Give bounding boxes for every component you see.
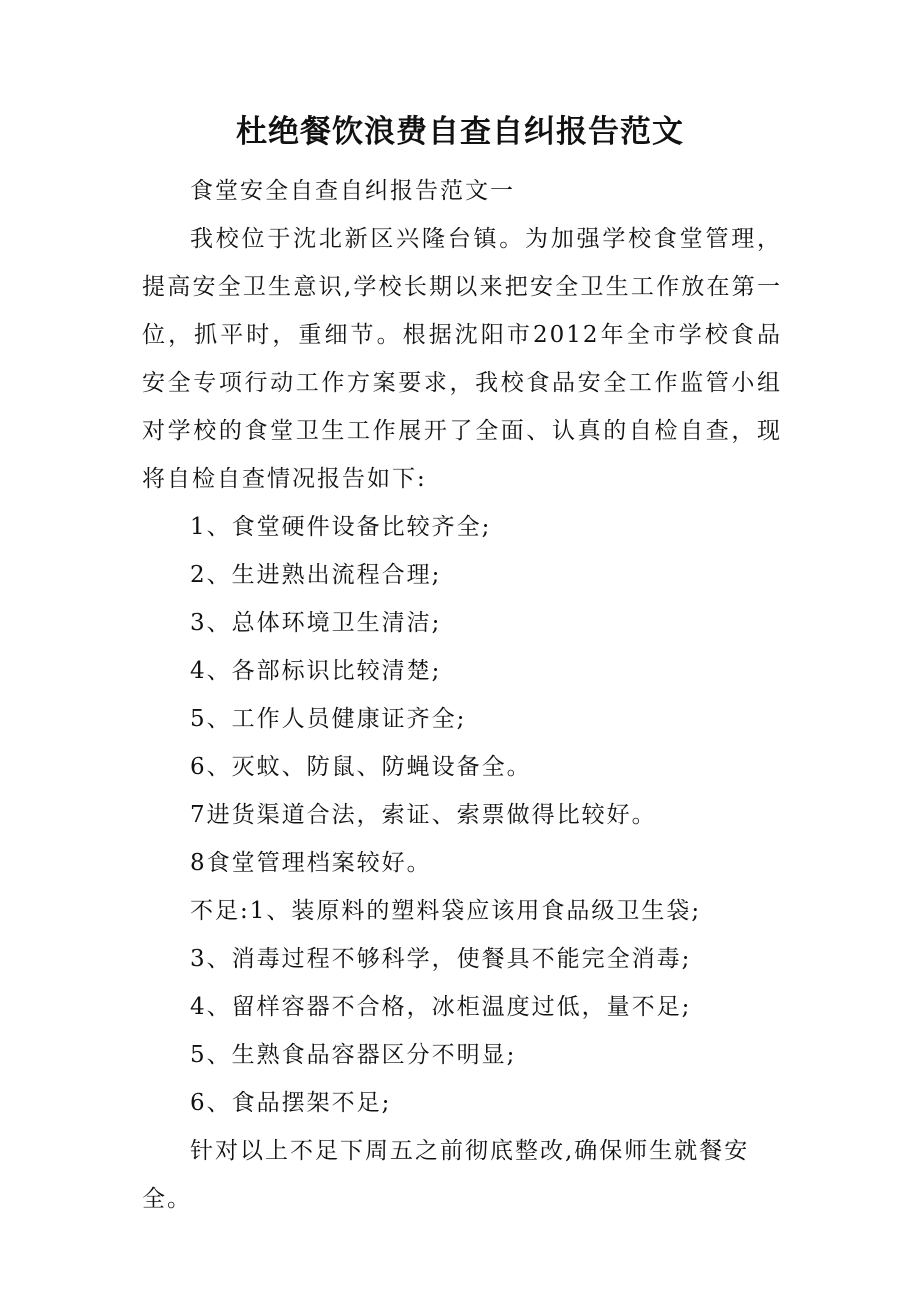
section-heading: 食堂安全自查自纠报告范文一: [190, 178, 515, 204]
strength-item-6: 6、灭蚊、防鼠、防蝇设备全。: [190, 754, 532, 780]
strength-item-3: 3、总体环境卫生清洁;: [190, 610, 442, 636]
strength-item-7: 7进货渠道合法，索证、索票做得比较好。: [190, 802, 657, 828]
document-body: [142, 167, 782, 1223]
strength-item-8: 8食堂管理档案较好。: [190, 850, 432, 876]
conclusion-paragraph: 针对以上不足下周五之前彻底整改,确保师生就餐安全。: [142, 1138, 750, 1212]
strength-item-1: 1、食堂硬件设备比较齐全;: [190, 514, 492, 540]
shortcoming-item-3: 3、消毒过程不够科学，使餐具不能完全消毒;: [190, 946, 692, 972]
strength-item-2: 2、生进熟出流程合理;: [190, 562, 442, 588]
shortcoming-item-1: 不足:1、装原料的塑料袋应该用食品级卫生袋;: [190, 898, 702, 924]
document-title: 杜绝餐饮浪费自查自纠报告范文: [236, 114, 684, 150]
intro-paragraph: 我校位于沈北新区兴隆台镇。为加强学校食堂管理，提高安全卫生意识,学校长期以来把安全卫生工作放在第一位，抓平时，重细节。根据沈阳市2012年全市学校食品安全专项行动工作方案要求，我校食品安全工作监管小组对学校的食堂卫生工作展开了全面、认真的自检自查，现将自检自查情况报告如下:: [142, 226, 782, 492]
shortcoming-item-5: 5、生熟食品容器区分不明显;: [190, 1042, 517, 1068]
shortcoming-item-6: 6、食品摆架不足;: [190, 1090, 392, 1116]
strength-item-5: 5、工作人员健康证齐全;: [190, 706, 467, 732]
shortcoming-item-4: 4、留样容器不合格，冰柜温度过低，量不足;: [190, 994, 692, 1020]
strength-item-4: 4、各部标识比较清楚;: [190, 658, 442, 684]
